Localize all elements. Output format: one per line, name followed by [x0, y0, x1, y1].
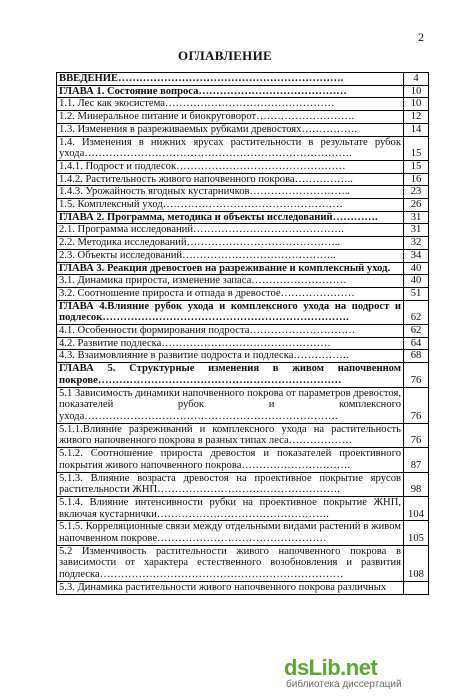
toc-body	[57, 73, 429, 595]
toc-entry-page: 104	[404, 496, 429, 520]
toc-row	[57, 496, 429, 520]
toc-entry-page: 40	[404, 275, 429, 288]
toc-row	[57, 287, 429, 300]
toc-row	[57, 275, 429, 288]
toc-entry-page: 23	[404, 186, 429, 199]
toc-entry-text: ВВЕДЕНИЕ……………………………………………………….	[57, 73, 404, 86]
watermark-subtitle: библиотека диссертаций	[286, 679, 402, 690]
toc-entry-text: 1.3. Изменения в разреживаемых рубками древостоях…………….	[57, 123, 404, 136]
toc-entry-text: 1.4. Изменения в нижних ярусах растительности в результате рубок ухода………………………………………………………………….	[57, 136, 404, 160]
toc-entry-text: ГЛАВА 5. Структурные изменения в живом напочвенном покрове……………………………………………………………	[57, 363, 404, 387]
toc-row	[57, 211, 429, 224]
toc-entry-text: ГЛАВА 3. Реакция древостоев на разреживание и комплексный уход.	[57, 262, 404, 275]
toc-row	[57, 123, 429, 136]
toc-entry-text: 2.1. Программа исследований…………………………………….	[57, 224, 404, 237]
toc-row	[57, 350, 429, 363]
toc-row	[57, 325, 429, 338]
toc-row	[57, 387, 429, 423]
toc-row	[57, 111, 429, 124]
toc-entry-text: 1.1. Лес как экосистема…………………………………………	[57, 98, 404, 111]
page-title: ОГЛАВЛЕНИЕ	[178, 48, 272, 63]
toc-entry-page: 62	[404, 300, 429, 324]
page-number: 2	[418, 30, 424, 44]
toc-row	[57, 363, 429, 387]
toc-entry-text: 1.4.2. Растительность живого напочвенного покрова……………..	[57, 173, 404, 186]
toc-row	[57, 237, 429, 250]
toc-row	[57, 224, 429, 237]
toc-entry-page	[404, 581, 429, 594]
toc-entry-text: 5.3. Динамика растительности живого напочвенного покрова различных	[57, 581, 404, 594]
toc-entry-text: 2.2. Методика исследований……………………………………..	[57, 237, 404, 250]
toc-entry-page: 108	[404, 545, 429, 581]
toc-entry-text: 5.1.2. Соотношение прироста древостоя и показателей проективного покрытия живого напочвенного покрова………………………….	[57, 448, 404, 472]
toc-entry-page: 34	[404, 249, 429, 262]
toc-entry-text: 5.1.1.Влияние разреживаний и комплексного ухода на растительность живого напочвенного покрова в разных типах леса………………	[57, 423, 404, 447]
toc-entry-page: 31	[404, 224, 429, 237]
watermark-logo	[284, 655, 377, 681]
toc-row	[57, 423, 429, 447]
toc-entry-text: 3.2. Соотношение прироста и отпада в древостое…………………	[57, 287, 404, 300]
toc-row	[57, 448, 429, 472]
toc-entry-page: 76	[404, 363, 429, 387]
toc-entry-page: 76	[404, 387, 429, 423]
toc-entry-page: 16	[404, 173, 429, 186]
toc-row	[57, 337, 429, 350]
toc-entry-page: 51	[404, 287, 429, 300]
toc-row	[57, 160, 429, 173]
toc-entry-text: 5.1.5. Корреляционные связи между отдельными видами растений в живом напочвенном покрове…………………………………………	[57, 521, 404, 545]
toc-entry-text: ГЛАВА 1. Состояние вопроса……………………………………	[57, 85, 404, 98]
toc-entry-text: 3.1. Динамика прироста, изменение запаса………………………	[57, 275, 404, 288]
toc-entry-text: 4.3. Взаимовлияние в развитие подроста и подлеска…………….	[57, 350, 404, 363]
toc-entry-page: 76	[404, 423, 429, 447]
toc-entry-page: 32	[404, 237, 429, 250]
toc-row	[57, 186, 429, 199]
toc-row	[57, 472, 429, 496]
toc-entry-page: 12	[404, 111, 429, 124]
toc-row	[57, 521, 429, 545]
toc-entry-page: 31	[404, 211, 429, 224]
toc-entry-text: 4.2. Развитие подлеска…………………………………………	[57, 337, 404, 350]
toc-entry-page: 4	[404, 73, 429, 86]
toc-entry-page: 10	[404, 98, 429, 111]
toc-row	[57, 199, 429, 212]
toc-row	[57, 262, 429, 275]
toc-row	[57, 581, 429, 594]
toc-row	[57, 73, 429, 86]
toc-row	[57, 136, 429, 160]
toc-entry-page: 64	[404, 337, 429, 350]
toc-entry-page: 40	[404, 262, 429, 275]
toc-entry-text: 1.4.1. Подрост и подлесок…………………………………………	[57, 160, 404, 173]
toc-row	[57, 98, 429, 111]
toc-row	[57, 545, 429, 581]
toc-entry-text: 4.1. Особенности формирования подроста…………………………	[57, 325, 404, 338]
toc-entry-text: 5.1 Зависимость динамики напочвенного покрова от параметров древостоя, показателей рубок и комплексного ухода………………………………………………………………	[57, 387, 404, 423]
toc-entry-page: 26	[404, 199, 429, 212]
toc-entry-text: ГЛАВА 2. Программа, методика и объекты исследований………….	[57, 211, 404, 224]
toc-row	[57, 85, 429, 98]
toc-entry-page: 105	[404, 521, 429, 545]
toc-entry-page: 62	[404, 325, 429, 338]
toc-entry-text: 5.2 Изменчивость растительности живого напочвенного покрова в зависимости от характера естественного возобновления и развития подлеска……………………………………………………………	[57, 545, 404, 581]
toc-entry-text: 1.2. Минеральное питание и биокруговорот……………………….	[57, 111, 404, 124]
toc-entry-page: 87	[404, 448, 429, 472]
toc-row	[57, 173, 429, 186]
toc-entry-text: 1.5. Комплексный уход……………………………………………	[57, 199, 404, 212]
watermark	[284, 655, 442, 691]
toc-entry-page: 15	[404, 160, 429, 173]
toc-row	[57, 300, 429, 324]
toc-entry-text: 2.3. Объекты исследований……………………………………..	[57, 249, 404, 262]
toc-entry-page: 10	[404, 85, 429, 98]
toc-entry-page: 14	[404, 123, 429, 136]
toc-entry-page: 15	[404, 136, 429, 160]
toc-row	[57, 249, 429, 262]
toc-table	[56, 72, 429, 595]
toc-entry-text: 1.4.3. Урожайность ягодных кустарничков………………………..	[57, 186, 404, 199]
toc-entry-page: 98	[404, 472, 429, 496]
toc-entry-text: ГЛАВА 4.Влияние рубок ухода и комплексного ухода на подрост и подлесок…………………………………………………………….	[57, 300, 404, 324]
toc-entry-page: 68	[404, 350, 429, 363]
toc-entry-text: 5.1.3. Влияние возраста древостоя на проективное покрытие ярусов растительности ЖНП…………………………………………….	[57, 472, 404, 496]
toc-entry-text: 5.1.4. Влияние интенсивности рубки на проективное покрытие ЖНП, включая кустарнички………………………………………….	[57, 496, 404, 520]
watermark-logo-text: dsLib.net	[284, 655, 378, 680]
